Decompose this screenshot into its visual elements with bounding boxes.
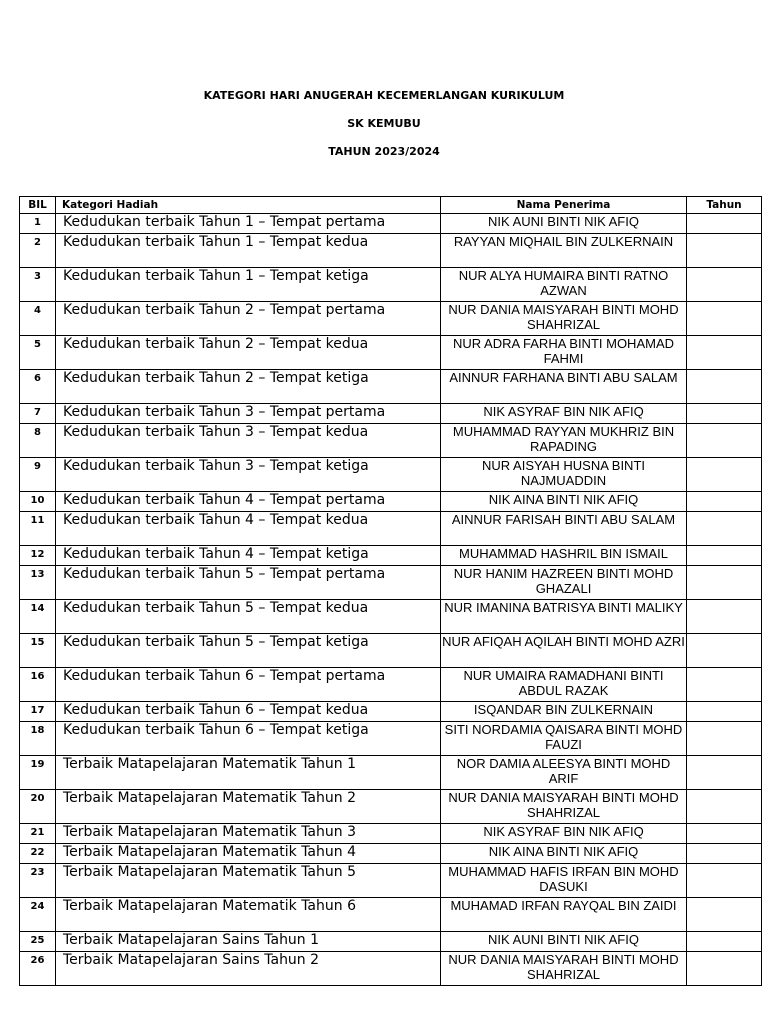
table-row (20, 458, 762, 492)
column-header-tahun: Tahun (687, 197, 762, 214)
row-number: 23 (20, 864, 56, 898)
table-row (20, 336, 762, 370)
year-cell (687, 844, 762, 864)
recipient-name: NUR DANIA MAISYARAH BINTI MOHD SHAHRIZAL (441, 952, 687, 986)
recipient-name: AINNUR FARISAH BINTI ABU SALAM (441, 512, 687, 546)
award-category: Terbaik Matapelajaran Matematik Tahun 2 (56, 790, 441, 824)
row-number: 3 (20, 268, 56, 302)
award-category: Terbaik Matapelajaran Matematik Tahun 6 (56, 898, 441, 932)
recipient-name: NUR ALYA HUMAIRA BINTI RATNO AZWAN (441, 268, 687, 302)
year-cell (687, 424, 762, 458)
award-category: Kedudukan terbaik Tahun 1 – Tempat kedua (56, 234, 441, 268)
row-number: 19 (20, 756, 56, 790)
row-number: 11 (20, 512, 56, 546)
table-row (20, 424, 762, 458)
row-number: 14 (20, 600, 56, 634)
recipient-name: NUR AISYAH HUSNA BINTI NAJMUADDIN (441, 458, 687, 492)
recipient-name: NUR HANIM HAZREEN BINTI MOHD GHAZALI (441, 566, 687, 600)
year-cell (687, 722, 762, 756)
recipient-name: NIK AUNI BINTI NIK AFIQ (441, 932, 687, 952)
year-cell (687, 898, 762, 932)
row-number: 24 (20, 898, 56, 932)
award-category: Kedudukan terbaik Tahun 6 – Tempat kedua (56, 702, 441, 722)
row-number: 18 (20, 722, 56, 756)
row-number: 26 (20, 952, 56, 986)
table-row (20, 722, 762, 756)
recipient-name: MUHAMMAD RAYYAN MUKHRIZ BIN RAPADING (441, 424, 687, 458)
row-number: 7 (20, 404, 56, 424)
recipient-name: NIK AUNI BINTI NIK AFIQ (441, 214, 687, 234)
award-category: Kedudukan terbaik Tahun 5 – Tempat kedua (56, 600, 441, 634)
row-number: 16 (20, 668, 56, 702)
recipient-name: NUR DANIA MAISYARAH BINTI MOHD SHAHRIZAL (441, 302, 687, 336)
year-cell (687, 756, 762, 790)
row-number: 10 (20, 492, 56, 512)
row-number: 20 (20, 790, 56, 824)
table-row (20, 634, 762, 668)
table-row (20, 600, 762, 634)
recipient-name: NIK ASYRAF BIN NIK AFIQ (441, 404, 687, 424)
award-category: Terbaik Matapelajaran Matematik Tahun 5 (56, 864, 441, 898)
row-number: 25 (20, 932, 56, 952)
column-header-nama: Nama Penerima (441, 197, 687, 214)
row-number: 12 (20, 546, 56, 566)
award-table (19, 196, 762, 986)
column-header-bil: BIL (20, 197, 56, 214)
year-cell (687, 864, 762, 898)
award-category: Terbaik Matapelajaran Matematik Tahun 4 (56, 844, 441, 864)
award-category: Kedudukan terbaik Tahun 2 – Tempat kedua (56, 336, 441, 370)
recipient-name: RAYYAN MIQHAIL BIN ZULKERNAIN (441, 234, 687, 268)
award-category: Terbaik Matapelajaran Sains Tahun 1 (56, 932, 441, 952)
award-category: Kedudukan terbaik Tahun 2 – Tempat pertama (56, 302, 441, 336)
table-row (20, 546, 762, 566)
row-number: 5 (20, 336, 56, 370)
row-number: 1 (20, 214, 56, 234)
table-row (20, 790, 762, 824)
table-row (20, 302, 762, 336)
row-number: 2 (20, 234, 56, 268)
column-header-kategori: Kategori Hadiah (56, 197, 441, 214)
table-row (20, 566, 762, 600)
year-cell (687, 336, 762, 370)
award-category: Kedudukan terbaik Tahun 3 – Tempat ketiga (56, 458, 441, 492)
year-cell (687, 566, 762, 600)
year-cell (687, 234, 762, 268)
table-header-row (20, 197, 762, 214)
table-row (20, 404, 762, 424)
table-row (20, 702, 762, 722)
recipient-name: NIK ASYRAF BIN NIK AFIQ (441, 824, 687, 844)
academic-year: TAHUN 2023/2024 (328, 145, 440, 158)
award-category: Kedudukan terbaik Tahun 3 – Tempat pertama (56, 404, 441, 424)
year-cell (687, 512, 762, 546)
award-category: Terbaik Matapelajaran Matematik Tahun 3 (56, 824, 441, 844)
recipient-name: NUR ADRA FARHA BINTI MOHAMAD FAHMI (441, 336, 687, 370)
year-cell (687, 634, 762, 668)
year-cell (687, 824, 762, 844)
table-row (20, 932, 762, 952)
year-cell (687, 932, 762, 952)
year-cell (687, 702, 762, 722)
year-cell (687, 600, 762, 634)
table-row (20, 864, 762, 898)
recipient-name: NUR AFIQAH AQILAH BINTI MOHD AZRI (441, 634, 687, 668)
recipient-name: NUR IMANINA BATRISYA BINTI MALIKY (441, 600, 687, 634)
award-category: Kedudukan terbaik Tahun 5 – Tempat ketiga (56, 634, 441, 668)
award-category: Terbaik Matapelajaran Sains Tahun 2 (56, 952, 441, 986)
award-category: Kedudukan terbaik Tahun 4 – Tempat pertama (56, 492, 441, 512)
row-number: 13 (20, 566, 56, 600)
award-category: Terbaik Matapelajaran Matematik Tahun 1 (56, 756, 441, 790)
table-row (20, 756, 762, 790)
school-name: SK KEMUBU (347, 117, 421, 130)
award-category: Kedudukan terbaik Tahun 5 – Tempat pertama (56, 566, 441, 600)
recipient-name: NIK AINA BINTI NIK AFIQ (441, 844, 687, 864)
recipient-name: NIK AINA BINTI NIK AFIQ (441, 492, 687, 512)
recipient-name: NOR DAMIA ALEESYA BINTI MOHD ARIF (441, 756, 687, 790)
row-number: 6 (20, 370, 56, 404)
row-number: 9 (20, 458, 56, 492)
award-category: Kedudukan terbaik Tahun 2 – Tempat ketiga (56, 370, 441, 404)
recipient-name: AINNUR FARHANA BINTI ABU SALAM (441, 370, 687, 404)
row-number: 17 (20, 702, 56, 722)
recipient-name: ISQANDAR BIN ZULKERNAIN (441, 702, 687, 722)
recipient-name: MUHAMMAD HAFIS IRFAN BIN MOHD DASUKI (441, 864, 687, 898)
year-cell (687, 458, 762, 492)
award-category: Kedudukan terbaik Tahun 4 – Tempat ketiga (56, 546, 441, 566)
table-row (20, 268, 762, 302)
table-body (20, 214, 762, 986)
year-cell (687, 790, 762, 824)
table-row (20, 844, 762, 864)
year-cell (687, 492, 762, 512)
document-title: KATEGORI HARI ANUGERAH KECEMERLANGAN KURIKULUM (203, 89, 565, 102)
award-category: Kedudukan terbaik Tahun 4 – Tempat kedua (56, 512, 441, 546)
year-cell (687, 268, 762, 302)
recipient-name: NUR DANIA MAISYARAH BINTI MOHD SHAHRIZAL (441, 790, 687, 824)
year-cell (687, 546, 762, 566)
year-cell (687, 214, 762, 234)
year-cell (687, 668, 762, 702)
table-row (20, 952, 762, 986)
award-category: Kedudukan terbaik Tahun 1 – Tempat pertama (56, 214, 441, 234)
recipient-name: MUHAMAD IRFAN RAYQAL BIN ZAIDI (441, 898, 687, 932)
row-number: 15 (20, 634, 56, 668)
table-row (20, 824, 762, 844)
table-row (20, 898, 762, 932)
table-row (20, 214, 762, 234)
award-category: Kedudukan terbaik Tahun 1 – Tempat ketiga (56, 268, 441, 302)
row-number: 21 (20, 824, 56, 844)
table-row (20, 492, 762, 512)
year-cell (687, 370, 762, 404)
table-row (20, 370, 762, 404)
row-number: 8 (20, 424, 56, 458)
recipient-name: MUHAMMAD HASHRIL BIN ISMAIL (441, 546, 687, 566)
table-row (20, 234, 762, 268)
row-number: 4 (20, 302, 56, 336)
year-cell (687, 952, 762, 986)
award-category: Kedudukan terbaik Tahun 6 – Tempat pertama (56, 668, 441, 702)
year-cell (687, 404, 762, 424)
recipient-name: SITI NORDAMIA QAISARA BINTI MOHD FAUZI (441, 722, 687, 756)
award-category: Kedudukan terbaik Tahun 6 – Tempat ketiga (56, 722, 441, 756)
table-row (20, 668, 762, 702)
recipient-name: NUR UMAIRA RAMADHANI BINTI ABDUL RAZAK (441, 668, 687, 702)
table-row (20, 512, 762, 546)
row-number: 22 (20, 844, 56, 864)
year-cell (687, 302, 762, 336)
award-category: Kedudukan terbaik Tahun 3 – Tempat kedua (56, 424, 441, 458)
